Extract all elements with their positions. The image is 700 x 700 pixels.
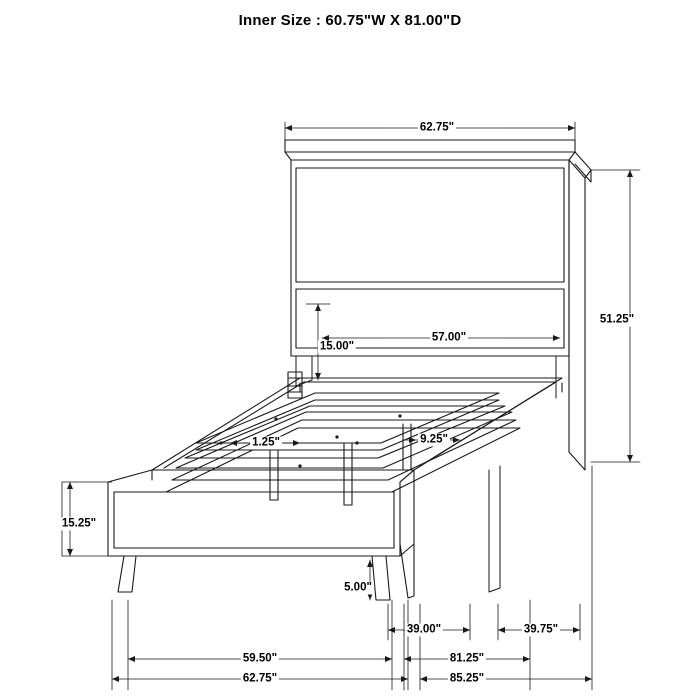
headboard-crown [285, 140, 575, 160]
slat-centers [219, 414, 401, 467]
dimension-label: 59.50" [242, 652, 278, 665]
dimension-label: 51.25" [599, 313, 635, 326]
slat-set [166, 393, 520, 492]
headboard-side-face [569, 152, 591, 470]
dimension-label: 85.25" [449, 672, 485, 685]
headboard-legs [296, 356, 569, 398]
dimension-label: 1.25" [252, 436, 280, 449]
rear-leg [489, 466, 500, 592]
dimension-label: 5.00" [344, 581, 372, 594]
dimension-label: 62.75" [242, 672, 278, 685]
dimension-label: 9.25" [420, 433, 448, 446]
footboard [108, 470, 414, 600]
dimension-label: 57.00" [431, 331, 467, 344]
dimension-label: 39.75" [523, 623, 559, 636]
dimension-label: 62.75" [419, 121, 455, 134]
dimension-label: 81.25" [449, 652, 485, 665]
headboard-panel [291, 160, 569, 356]
dimension-label: 39.00" [406, 623, 442, 636]
dimension-label: 15.00" [319, 340, 355, 353]
dimension-label: 15.25" [61, 517, 97, 530]
page-title: Inner Size : 60.75"W X 81.00"D [238, 12, 462, 29]
